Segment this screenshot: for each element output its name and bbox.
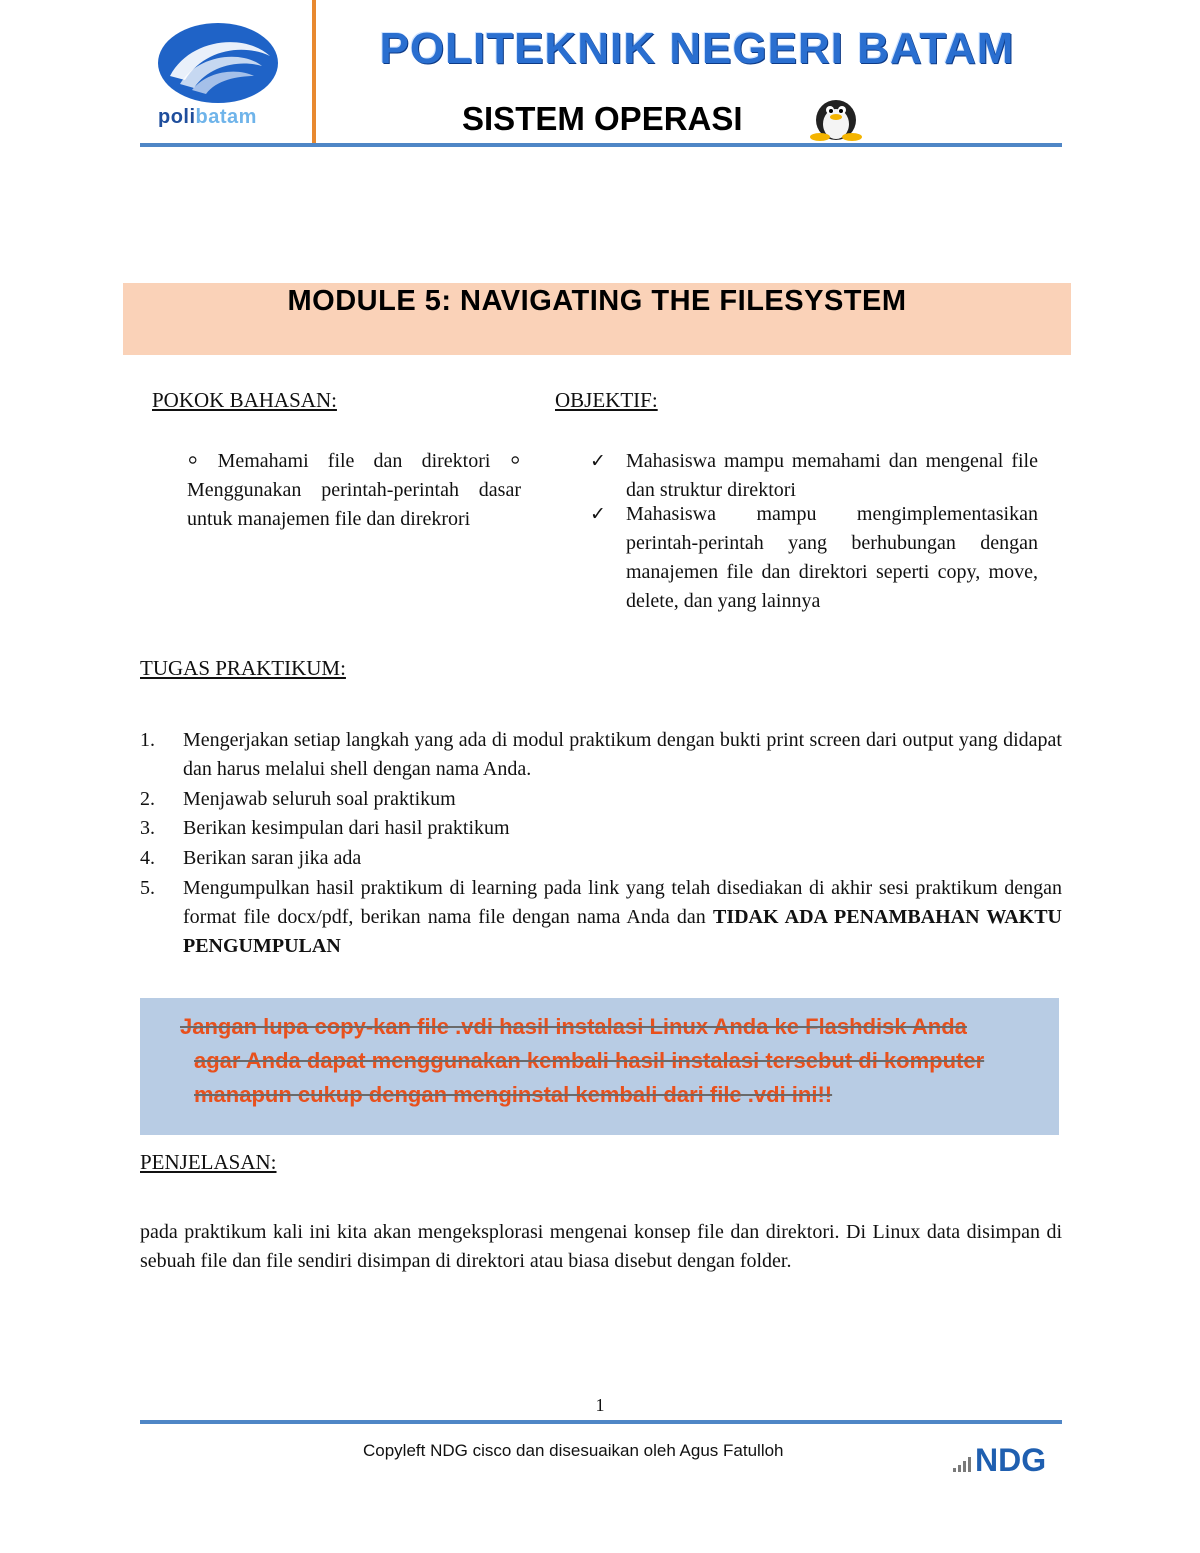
- penjelasan-heading: PENJELASAN:: [140, 1150, 277, 1174]
- checkmark-icon: ✓: [590, 450, 606, 472]
- objektif-heading: OBJEKTIF:: [555, 388, 658, 412]
- page-number: 1: [595, 1395, 605, 1415]
- institution-name: POLITEKNIK NEGERI BATAM: [379, 24, 1015, 73]
- pokok-bahasan-text: ⸰ Memahami file dan direktori ⸰ Menggunakan perintah-perintah dasar untuk manajemen file dan direkrori: [187, 450, 521, 530]
- checkmark-icon: ✓: [590, 503, 606, 525]
- warning-text: Jangan lupa copy-kan file .vdi hasil instalasi Linux Anda ke Flashdisk Anda agar Anda dapat menggunakan kembali hasil instalasi tersebut di komputer manapun cukup dengan menginstal kembali dari file .vdi ini!!: [180, 1014, 985, 1107]
- task-item: 1. Mengerjakan setiap langkah yang ada di modul praktikum dengan bukti print screen dari output yang didapat dan harus melalui shell dengan nama Anda.: [140, 729, 1062, 780]
- pokok-bahasan-heading: POKOK BAHASAN:: [152, 388, 337, 412]
- ndg-logo: [953, 1438, 1063, 1474]
- task-emphasis: TIDAK ADA PENAMBAHAN WAKTU PENGUMPULAN: [183, 906, 1062, 957]
- task-item: 4. Berikan saran jika ada: [140, 847, 362, 869]
- footer-rule: [140, 1420, 1062, 1424]
- ndg-logo-text: NDG: [975, 1442, 1047, 1474]
- footer-copyleft: Copyleft NDG cisco dan disesuaikan oleh Agus Fatulloh: [363, 1441, 784, 1460]
- module-title: MODULE 5: NAVIGATING THE FILESYSTEM: [287, 285, 907, 317]
- objective-item: ✓ Mahasiswa mampu memahami dan mengenal file dan struktur direktori: [590, 447, 1038, 505]
- task-text: Mengumpulkan hasil praktikum di learning pada link yang telah disediakan di akhir sesi praktikum dengan format file docx/pdf, berikan nama file dengan nama Anda dan: [183, 877, 1062, 928]
- tugas-praktikum-heading: TUGAS PRAKTIKUM:: [140, 656, 346, 680]
- objective-item: ✓ Mahasiswa mampu mengimplementasikan perintah-perintah yang berhubungan dengan manajemen file dan direktori seperti copy, move, delete, dan yang lainnya: [590, 500, 1038, 616]
- task-item: 2. Menjawab seluruh soal praktikum: [140, 788, 456, 810]
- penjelasan-text: pada praktikum kali ini kita akan mengeksplorasi mengenai konsep file dan direktori. Di Linux data disimpan di sebuah file dan file sendiri disimpan di direktori atau biasa disebut dengan folder.: [140, 1221, 1062, 1272]
- logo-wordmark: polibatam: [158, 106, 257, 128]
- tux-penguin-icon: [800, 92, 872, 142]
- header-rule: [140, 143, 1062, 147]
- task-item: 5. Mengumpulkan hasil praktikum di learning pada link yang telah disediakan di akhir sesi praktikum dengan format file docx/pdf, berikan nama file dengan nama Anda dan TIDAK ADA PENAMBAHAN WAKTU PENGUMPULAN: [140, 877, 1062, 957]
- header-divider: [312, 0, 316, 145]
- course-name: SISTEM OPERASI: [462, 100, 743, 137]
- task-item: 3. Berikan kesimpulan dari hasil praktikum: [140, 817, 510, 839]
